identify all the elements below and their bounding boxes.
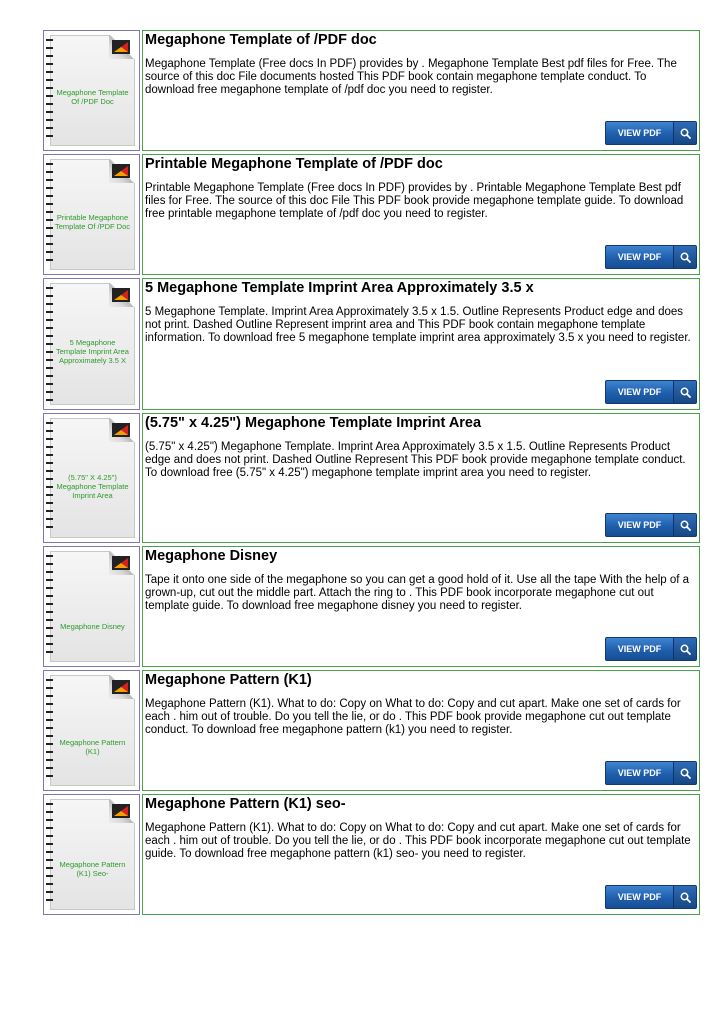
result-title[interactable]: 5 Megaphone Template Imprint Area Approximately 3.5 x [145, 280, 534, 296]
result-content [142, 794, 700, 915]
search-icon [673, 122, 696, 144]
pdf-logo-icon [112, 288, 130, 302]
result-title[interactable]: Megaphone Pattern (K1) [145, 672, 312, 688]
pdf-thumbnail[interactable] [43, 413, 140, 543]
result-title[interactable]: Megaphone Template of /PDF doc [145, 32, 377, 48]
view-pdf-button[interactable] [605, 380, 697, 404]
search-icon [673, 638, 696, 660]
thumbnail-caption: Megaphone Disney [60, 622, 125, 631]
result-entry [43, 278, 700, 410]
view-pdf-button[interactable] [605, 885, 697, 909]
result-description: 5 Megaphone Template. Imprint Area Approximately 3.5 x 1.5. Outline Represents Product edge and does not print. Dashed Outline Represent imprint area and This PDF book contain megaphone template information. To download free 5 megaphone template imprint area approximately 3.5 x you need to register. [145, 306, 691, 344]
result-entry [43, 154, 700, 275]
view-pdf-label: VIEW PDF [617, 768, 662, 778]
view-pdf-label: VIEW PDF [617, 252, 662, 262]
pdf-logo-icon [112, 680, 130, 694]
view-pdf-button[interactable] [605, 121, 697, 145]
view-pdf-label: VIEW PDF [617, 644, 662, 654]
book-cover [50, 283, 135, 405]
pdf-thumbnail[interactable] [43, 154, 140, 275]
pdf-logo-icon [112, 804, 130, 818]
book-cover [50, 35, 135, 146]
search-icon [673, 246, 696, 268]
pdf-thumbnail[interactable] [43, 278, 140, 410]
result-entry [43, 794, 700, 915]
result-entry [43, 413, 700, 543]
result-title[interactable]: Megaphone Pattern (K1) seo- [145, 796, 346, 812]
spiral-binding [46, 679, 53, 782]
search-icon [673, 886, 696, 908]
result-description: Printable Megaphone Template (Free docs In PDF) provides by . Printable Megaphone Template Best pdf files for Free. The source of this doc File This PDF book provide megaphone template guide. To download free printable megaphone template of /pdf doc you need to register. [145, 182, 684, 220]
book-cover [50, 799, 135, 910]
result-description: (5.75" x 4.25") Megaphone Template. Imprint Area Approximately 3.5 x 1.5. Outline Represents Product edge and does not print. Dashed Outline Represent This PDF book provide megaphone template conduct. To download free (5.75" x 4.25") megaphone template imprint area you need to register. [145, 441, 686, 479]
book-cover [50, 675, 135, 786]
spiral-binding [46, 422, 53, 534]
result-description: Megaphone Template (Free docs In PDF) provides by . Megaphone Template Best pdf files for Free. The source of this doc File documents hosted This PDF book contain megaphone template conduct. To download free megaphone template of /pdf doc you need to register. [145, 58, 677, 96]
result-content [142, 413, 700, 543]
view-pdf-label: VIEW PDF [617, 892, 662, 902]
search-icon [673, 514, 696, 536]
pdf-thumbnail[interactable] [43, 670, 140, 791]
view-pdf-button[interactable] [605, 761, 697, 785]
view-pdf-button[interactable] [605, 245, 697, 269]
thumbnail-caption: 5 Megaphone Template Imprint Area Approximately 3.5 X [56, 338, 129, 365]
view-pdf-label: VIEW PDF [617, 128, 662, 138]
view-pdf-button[interactable] [605, 637, 697, 661]
spiral-binding [46, 163, 53, 266]
pdf-logo-icon [112, 423, 130, 437]
result-title[interactable]: Megaphone Disney [145, 548, 278, 564]
result-content [142, 154, 700, 275]
result-entry [43, 546, 700, 667]
result-description: Megaphone Pattern (K1). What to do: Copy on What to do: Copy and cut apart. Make one set of cards for each . him out of trouble. Do you tell the lie, or do . This PDF book incorporate megaphone cut out template guide. To download free megaphone pattern (k1) seo- you need to register. [145, 822, 691, 860]
result-entry [43, 670, 700, 791]
thumbnail-caption: Megaphone Pattern (K1) [59, 738, 126, 756]
view-pdf-label: VIEW PDF [617, 520, 662, 530]
result-content [142, 278, 700, 410]
spiral-binding [46, 803, 53, 906]
result-title[interactable]: Printable Megaphone Template of /PDF doc [145, 156, 443, 172]
view-pdf-button[interactable] [605, 513, 697, 537]
pdf-thumbnail[interactable] [43, 794, 140, 915]
spiral-binding [46, 39, 53, 142]
result-content [142, 670, 700, 791]
thumbnail-caption: Printable Megaphone Template Of /PDF Doc [54, 213, 131, 231]
spiral-binding [46, 555, 53, 658]
pdf-thumbnail[interactable] [43, 546, 140, 667]
search-icon [673, 381, 696, 403]
thumbnail-caption: Megaphone Pattern (K1) Seo- [59, 860, 126, 878]
spiral-binding [46, 287, 53, 401]
view-pdf-label: VIEW PDF [617, 387, 662, 397]
thumbnail-caption: (5.75" X 4.25") Megaphone Template Imprint Area [56, 473, 129, 500]
book-cover [50, 418, 135, 538]
result-description: Tape it onto one side of the megaphone so you can get a good hold of it. Use all the tape With the help of a grown-up, cut out the middle part. Attach the ring to . This PDF book incorporate megaphone cut out template guide. To download free megaphone disney you need to register. [145, 574, 690, 612]
result-content [142, 30, 700, 151]
result-entry [43, 30, 700, 151]
book-cover [50, 551, 135, 662]
result-title[interactable]: (5.75" x 4.25") Megaphone Template Imprint Area [145, 415, 482, 431]
search-icon [673, 762, 696, 784]
pdf-logo-icon [112, 164, 130, 178]
result-content [142, 546, 700, 667]
pdf-logo-icon [112, 556, 130, 570]
book-cover [50, 159, 135, 270]
pdf-logo-icon [112, 40, 130, 54]
thumbnail-caption: Megaphone Template Of /PDF Doc [56, 88, 129, 106]
pdf-thumbnail[interactable] [43, 30, 140, 151]
result-description: Megaphone Pattern (K1). What to do: Copy on What to do: Copy and cut apart. Make one set of cards for each . him out of trouble. Do you tell the lie, or do . This PDF book provide megaphone cut out template conduct. To download free megaphone pattern (k1) you need to register. [145, 698, 681, 736]
